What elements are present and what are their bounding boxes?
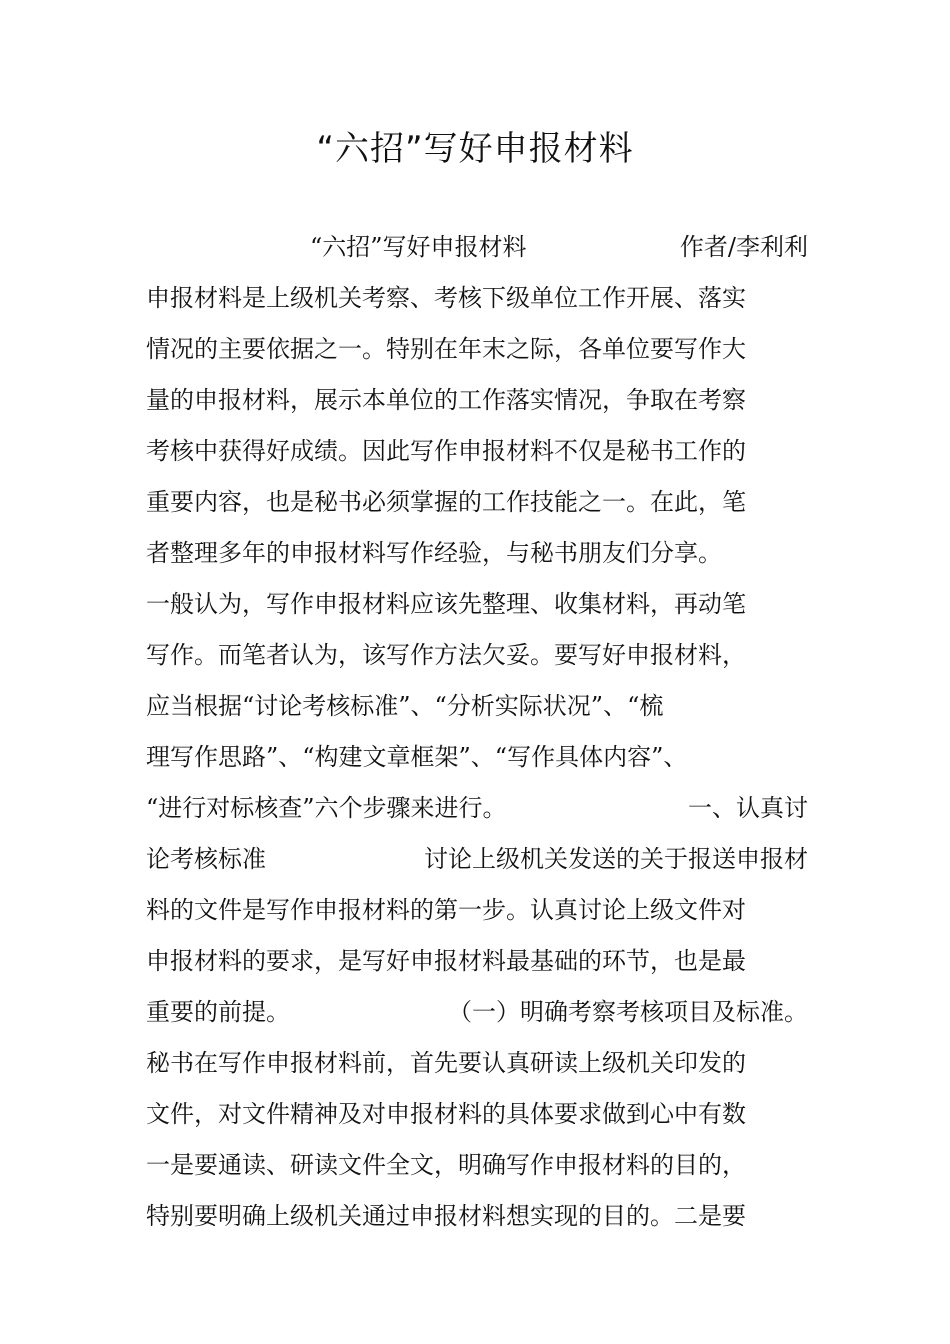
- line-text: 一是要通读、研读文件全文，明确写作申报材料的目的，: [146, 1151, 746, 1179]
- line-text: 秘书在写作申报材料前，首先要认真研读上级机关印发的: [146, 1049, 746, 1077]
- body-line: [146, 222, 808, 272]
- section-heading-text: 论考核标准: [146, 845, 266, 873]
- line-text: 情况的主要依据之一。特别在年末之际，各单位要写作大: [146, 335, 746, 363]
- header-text: “六招”写好申报材料: [310, 233, 527, 261]
- line-text: 申报材料的要求，是写好申报材料最基础的环节，也是最: [146, 947, 746, 975]
- line-text: 应当根据“讨论考核标准”、“分析实际状况”、“梳: [146, 692, 664, 720]
- body-line: [146, 375, 808, 425]
- body-line: [146, 834, 808, 884]
- body-line: [146, 426, 808, 476]
- body-line: [146, 987, 808, 1037]
- body-line: [146, 630, 808, 680]
- line-text: 文件，对文件精神及对申报材料的具体要求做到心中有数: [146, 1100, 746, 1128]
- body-line: [146, 477, 808, 527]
- line-text: 考核中获得好成绩。因此写作申报材料不仅是秘书工作的: [146, 437, 746, 465]
- body-line: [146, 783, 808, 833]
- line-text: 量的申报材料，展示本单位的工作落实情况，争取在考察: [146, 386, 746, 414]
- body-line: [146, 1140, 808, 1190]
- body-line: [146, 732, 808, 782]
- author-text: 作者/李利利: [679, 233, 808, 261]
- line-text: 重要的前提。: [146, 998, 290, 1026]
- line-text: 一般认为，写作申报材料应该先整理、收集材料，再动笔: [146, 590, 746, 618]
- line-text: 重要内容，也是秘书必须掌握的工作技能之一。在此，笔: [146, 488, 746, 516]
- body-line: [146, 324, 808, 374]
- body-line: [146, 579, 808, 629]
- body-line: [146, 681, 808, 731]
- line-text: 者整理多年的申报材料写作经验，与秘书朋友们分享。: [146, 539, 722, 567]
- body-line: [146, 528, 808, 578]
- document-title: “六招”写好申报材料: [316, 129, 634, 169]
- line-text: 讨论上级机关发送的关于报送申报材: [424, 845, 808, 873]
- line-text: “进行对标核查”六个步骤来进行。: [146, 794, 507, 822]
- line-text: 写作。而笔者认为，该写作方法欠妥。要写好申报材料，: [146, 641, 746, 669]
- line-text: 理写作思路”、“构建文章框架”、“写作具体内容”、: [146, 743, 688, 771]
- line-text: 申报材料是上级机关考察、考核下级单位工作开展、落实: [146, 284, 746, 312]
- body-line: [146, 885, 808, 935]
- body-line: [146, 936, 808, 986]
- body-line: [146, 1191, 808, 1241]
- subsection-heading-text: （一）明确考察考核项目及标准。: [448, 998, 808, 1026]
- body-line: [146, 1089, 808, 1139]
- line-text: 料的文件是写作申报材料的第一步。认真讨论上级文件对: [146, 896, 746, 924]
- line-text: 特别要明确上级机关通过申报材料想实现的目的。二是要: [146, 1202, 746, 1230]
- section-heading-text: 一、认真讨: [688, 794, 808, 822]
- body-line: [146, 1038, 808, 1088]
- body-line: [146, 273, 808, 323]
